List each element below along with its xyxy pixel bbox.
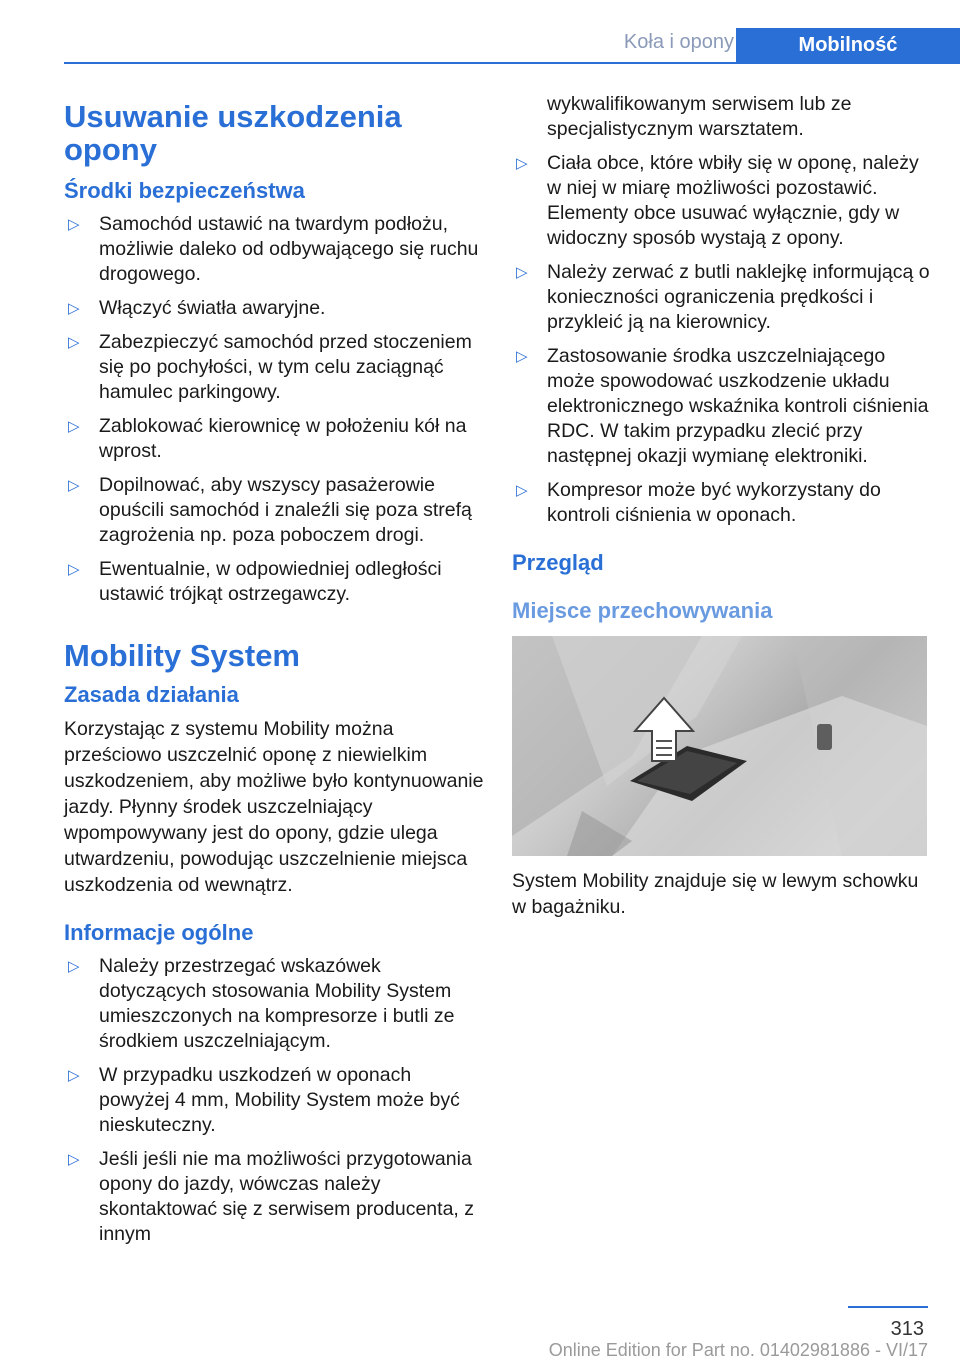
footer-rule — [848, 1306, 928, 1308]
triangle-bullet-icon: ▷ — [68, 1067, 80, 1084]
list-item: ▷ Zastosowanie środka uszczelniającego może spowodować uszkodzenie układu elektronicznego wskaźnika kontroli ciśnienia RDC. W takim przypadku zlecić przy następnej okazji wymianę elektroniki. — [516, 345, 929, 467]
principle-text: Korzystając z systemu Mobility można prześciowo uszczelnić oponę z niewielkim uszkodzeniem, aby możliwe było kontynuowanie jazdy. Płynny środek uszczelniający wpompowywany jest do opony, gdzie ulega utwardzeniu, powodując uszczelnienie miejsca uszkodzenia od wewnątrz. — [64, 718, 484, 896]
list-item: ▷ W przypadku uszkodzeń w oponach powyżej 4 mm, Mobility System może być nieskuteczny. — [68, 1064, 460, 1136]
list-item: ▷ Należy zerwać z butli naklejkę informującą o konieczności ograniczenia prędkości i przykleić ją na kierownicy. — [516, 261, 930, 333]
triangle-bullet-icon: ▷ — [68, 300, 80, 317]
triangle-bullet-icon: ▷ — [68, 216, 80, 233]
page-number: 313 — [890, 1318, 924, 1340]
list-item: ▷ Należy przestrzegać wskazówek dotyczących stosowania Mobility System umieszczonych na kompresorze i butli ze środkiem uszczelniającym. — [68, 955, 455, 1052]
page-header — [64, 28, 960, 64]
list-item: ▷ Jeśli jeśli nie ma możliwości przygotowania opony do jazdy, wówczas należy skontaktować się z serwisem producenta, z innym — [68, 1148, 474, 1245]
page-footer — [0, 1306, 960, 1362]
trunk-storage-photo — [512, 636, 927, 856]
general-list — [64, 954, 484, 1247]
heading-storage: Miejsce przechowywania — [512, 598, 773, 623]
safety-list — [64, 212, 484, 607]
list-item: ▷ Zablokować kierownicę w położeniu kół na wprost. — [68, 415, 467, 462]
title-tire-repair: Usuwanie uszkodzenia opony — [64, 99, 402, 167]
edition-text: Online Edition for Part no. 01402981886 - VI/17 — [548, 1340, 928, 1360]
trunk-illustration — [512, 636, 927, 856]
triangle-bullet-icon: ▷ — [516, 155, 528, 172]
list-item: ▷ Zabezpieczyć samochód przed stoczeniem się po pochyłości, w tym celu zaciągnąć hamulec parkingowy. — [68, 331, 472, 403]
list-item: ▷ Ciała obce, które wbiły się w oponę, należy w niej w miarę możliwości pozostawić. Elementy obce usuwać wyłącznie, gdy w widoczny sposób wystają z opony. — [516, 152, 919, 249]
triangle-bullet-icon: ▷ — [68, 477, 80, 494]
storage-caption: System Mobility znajduje się w lewym schowku w bagażniku. — [512, 870, 919, 918]
left-column — [64, 100, 484, 1256]
triangle-bullet-icon: ▷ — [68, 418, 80, 435]
heading-safety: Środki bezpieczeństwa — [64, 178, 305, 203]
heading-principle: Zasada działania — [64, 682, 239, 707]
right-column — [512, 92, 932, 930]
heading-general-info: Informacje ogólne — [64, 920, 254, 945]
chapter-tab: Mobilność — [736, 28, 960, 62]
triangle-bullet-icon: ▷ — [68, 958, 80, 975]
triangle-bullet-icon: ▷ — [68, 1151, 80, 1168]
triangle-bullet-icon: ▷ — [516, 482, 528, 499]
title-mobility-system: Mobility System — [64, 638, 300, 673]
continued-text: wykwalifikowanym serwisem lub ze specjalistycznym warsztatem. — [547, 93, 852, 140]
heading-overview: Przegląd — [512, 550, 604, 575]
mobility-notes-list — [512, 151, 932, 528]
list-item: ▷ Samochód ustawić na twardym podłożu, możliwie daleko od odbywającego się ruchu drogowego. — [68, 213, 479, 285]
triangle-bullet-icon: ▷ — [68, 334, 80, 351]
triangle-bullet-icon: ▷ — [68, 561, 80, 578]
list-item: ▷ Kompresor może być wykorzystany do kontroli ciśnienia w oponach. — [516, 479, 881, 526]
list-item: ▷ Ewentualnie, w odpowiedniej odległości ustawić trójkąt ostrzegawczy. — [68, 558, 442, 605]
triangle-bullet-icon: ▷ — [516, 348, 528, 365]
list-item: ▷ Włączyć światła awaryjne. — [68, 297, 326, 319]
list-item: ▷ Dopilnować, aby wszyscy pasażerowie opuścili samochód i znaleźli się poza strefą zagrożenia np. poza poboczem drogi. — [68, 474, 472, 546]
triangle-bullet-icon: ▷ — [516, 264, 528, 281]
section-label: Koła i opony — [623, 31, 734, 53]
